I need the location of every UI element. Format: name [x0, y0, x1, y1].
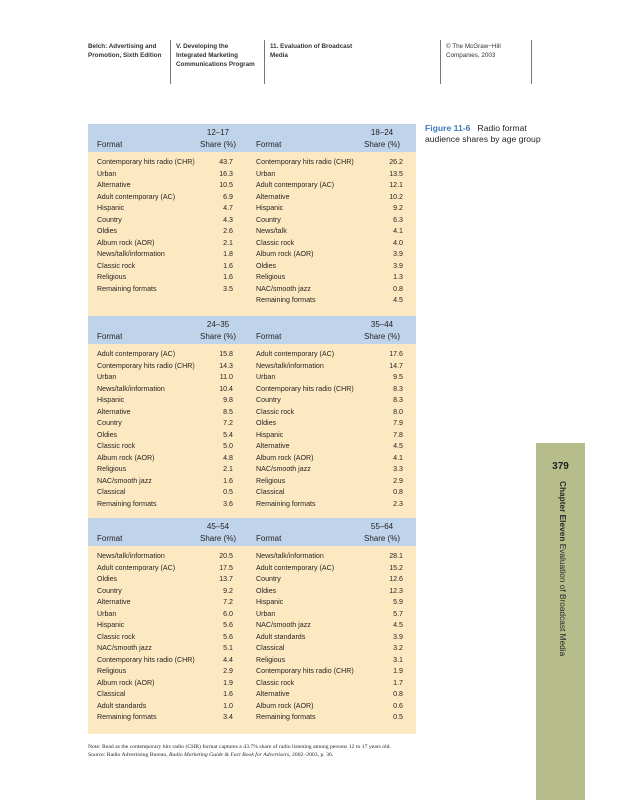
- share-value: 3.5: [223, 284, 233, 293]
- table-row: [252, 361, 416, 373]
- format-name: Religious: [97, 667, 127, 675]
- table-row: [252, 272, 416, 284]
- format-name: Urban: [256, 169, 276, 178]
- share-value: 5.6: [223, 621, 233, 629]
- table-row: [252, 441, 416, 453]
- table-row: [88, 453, 252, 465]
- table-row: [252, 689, 416, 701]
- chapter-title: Evaluation of Broadcast Media: [558, 543, 568, 657]
- format-name: Album rock (AOR): [97, 238, 155, 247]
- table-row: [88, 384, 252, 396]
- format-name: NAC/smooth jazz: [256, 465, 311, 473]
- format-name: Hispanic: [97, 396, 125, 404]
- table-row: [88, 238, 252, 250]
- share-value: 5.1: [223, 644, 233, 652]
- format-name: Alternative: [97, 181, 131, 189]
- share-value: 1.7: [393, 678, 403, 687]
- share-value: 6.3: [393, 215, 403, 224]
- share-value: 8.0: [393, 407, 403, 416]
- format-column-header: Format: [256, 534, 282, 543]
- share-value: 12.6: [389, 575, 403, 583]
- table-row: [88, 261, 252, 273]
- share-value: 0.5: [223, 488, 233, 496]
- table-row: [252, 620, 416, 632]
- share-value: 8.5: [223, 407, 233, 416]
- share-value: 9.5: [393, 373, 403, 381]
- header-part-title: V. Developing the Integrated Marketing Communications Program: [170, 40, 264, 84]
- share-value: 3.6: [223, 499, 233, 508]
- share-value: 5.9: [393, 598, 403, 606]
- share-value: 1.6: [223, 690, 233, 698]
- format-name: Hispanic: [256, 598, 284, 606]
- share-value: 5.7: [393, 609, 403, 618]
- table-row: [88, 643, 252, 655]
- table-row: [88, 372, 252, 384]
- format-name: Remaining formats: [97, 499, 157, 508]
- share-value: 11.0: [219, 373, 233, 381]
- share-value: 17.6: [389, 350, 403, 358]
- table-row: [88, 349, 252, 361]
- share-value: 6.0: [223, 609, 233, 618]
- table-row: [252, 563, 416, 575]
- share-value: 1.3: [393, 273, 403, 281]
- format-name: Religious: [256, 655, 286, 664]
- table-row: [252, 453, 416, 465]
- format-name: Oldies: [97, 575, 118, 583]
- share-value: 1.9: [223, 678, 233, 687]
- share-value: 8.3: [393, 396, 403, 404]
- format-column-header: Format: [97, 140, 123, 149]
- table-row: [88, 655, 252, 667]
- share-value: 4.5: [393, 296, 403, 304]
- table-row: [252, 464, 416, 476]
- table-row: [252, 586, 416, 598]
- share-column-header: Share (%): [363, 140, 400, 149]
- share-value: 0.5: [393, 713, 403, 721]
- share-value: 7.2: [223, 598, 233, 606]
- table-row: [252, 192, 416, 204]
- share-column-header: Share (%): [199, 332, 236, 341]
- format-name: Alternative: [97, 407, 131, 416]
- table-row: [252, 407, 416, 419]
- format-name: Country: [97, 215, 122, 224]
- format-name: Country: [97, 419, 122, 427]
- table-row: [252, 609, 416, 621]
- table-row: [88, 192, 252, 204]
- format-name: Remaining formats: [256, 499, 316, 508]
- table-row: [252, 249, 416, 261]
- table-row: [252, 226, 416, 238]
- age-group-label: 18–24: [370, 128, 394, 137]
- table-row: [252, 701, 416, 713]
- page-number: 379: [552, 461, 569, 472]
- format-name: Album rock (AOR): [256, 250, 314, 258]
- format-name: Classical: [97, 690, 126, 698]
- table-row: [252, 395, 416, 407]
- table-row: [88, 597, 252, 609]
- table-row: [88, 620, 252, 632]
- table-row: [88, 284, 252, 296]
- table-row: [88, 272, 252, 284]
- share-value: 14.3: [219, 361, 233, 370]
- share-value: 6.9: [223, 192, 233, 201]
- share-value: 5.6: [223, 632, 233, 641]
- table-row: [252, 487, 416, 499]
- table-source: Source: Radio Advertising Bureau, Radio Marketing Guide & Fact Book for Advertisers, 2002–2003, p. 36.: [88, 752, 334, 758]
- table-row: [88, 180, 252, 192]
- share-value: 4.5: [393, 621, 403, 629]
- share-value: 2.1: [223, 238, 233, 247]
- table-row: [252, 372, 416, 384]
- share-value: 12.1: [389, 181, 403, 189]
- format-name: NAC/smooth jazz: [256, 284, 311, 293]
- format-name: Classic rock: [97, 261, 136, 270]
- share-value: 4.7: [223, 204, 233, 212]
- format-name: Classic rock: [256, 407, 295, 416]
- table-row: [88, 574, 252, 586]
- format-rows: [252, 551, 416, 724]
- format-name: Urban: [97, 169, 117, 178]
- share-value: 3.1: [393, 655, 403, 664]
- share-value: 2.3: [393, 499, 403, 508]
- share-value: 4.1: [393, 227, 403, 235]
- format-name: Classical: [256, 644, 285, 652]
- table-row: [88, 249, 252, 261]
- format-name: Adult contemporary (AC): [97, 350, 176, 358]
- table-row: [252, 655, 416, 667]
- format-name: Oldies: [256, 419, 277, 427]
- table-row: [252, 597, 416, 609]
- format-name: Hispanic: [256, 204, 284, 212]
- format-name: Adult contemporary (AC): [256, 563, 335, 572]
- table-row: [88, 476, 252, 488]
- format-name: Country: [256, 215, 281, 224]
- share-value: 1.8: [223, 250, 233, 258]
- format-name: News/talk/information: [97, 384, 165, 393]
- table-row: [88, 701, 252, 713]
- share-value: 2.9: [393, 476, 403, 485]
- table-row: [88, 689, 252, 701]
- table-row: [88, 487, 252, 499]
- format-name: Adult standards: [97, 701, 147, 710]
- table-row: [252, 430, 416, 442]
- format-column-header: Format: [97, 534, 123, 543]
- chapter-label: [558, 481, 568, 657]
- figure-caption: [425, 123, 543, 145]
- format-name: Country: [97, 586, 122, 595]
- format-column-header: Format: [256, 140, 282, 149]
- chapter-number: Chapter Eleven: [558, 481, 568, 542]
- header-book-title: Belch: Advertising and Promotion, Sixth Edition: [88, 43, 162, 59]
- format-name: Hispanic: [97, 621, 125, 629]
- share-value: 13.7: [219, 575, 233, 583]
- age-group-label: 55–64: [370, 522, 394, 531]
- format-name: News/talk/information: [256, 361, 324, 370]
- table-row: [88, 418, 252, 430]
- table-row: [88, 563, 252, 575]
- format-name: Hispanic: [256, 430, 284, 439]
- table-row: [252, 215, 416, 227]
- table-row: [252, 284, 416, 296]
- running-header: [88, 40, 532, 84]
- table-row: [252, 295, 416, 307]
- format-name: News/talk/information: [256, 552, 324, 560]
- format-rows: [88, 551, 252, 724]
- table-row: [252, 666, 416, 678]
- share-value: 1.9: [393, 667, 403, 675]
- share-value: 15.8: [219, 350, 233, 358]
- share-value: 4.5: [393, 442, 403, 450]
- audience-share-table: [88, 124, 416, 734]
- share-value: 7.2: [223, 419, 233, 427]
- table-row: [88, 551, 252, 563]
- format-name: Oldies: [256, 261, 277, 270]
- figure-label: Figure 11-6: [425, 123, 471, 133]
- table-row: [88, 586, 252, 598]
- share-value: 10.2: [389, 192, 403, 201]
- format-name: Remaining formats: [256, 296, 316, 304]
- age-group-label: 24–35: [206, 320, 230, 329]
- share-value: 16.3: [219, 169, 233, 178]
- format-name: NAC/smooth jazz: [97, 476, 152, 485]
- share-value: 28.1: [389, 552, 403, 560]
- format-name: Oldies: [97, 227, 118, 235]
- share-value: 3.9: [393, 261, 403, 270]
- format-name: Remaining formats: [97, 713, 157, 721]
- table-row: [88, 215, 252, 227]
- table-row: [252, 384, 416, 396]
- share-value: 4.0: [393, 238, 403, 247]
- table-row: [88, 678, 252, 690]
- share-value: 1.6: [223, 476, 233, 485]
- format-name: Contemporary hits radio (CHR): [256, 384, 354, 393]
- table-row: [252, 169, 416, 181]
- table-row: [88, 226, 252, 238]
- format-name: Adult contemporary (AC): [97, 563, 176, 572]
- share-value: 4.4: [223, 655, 233, 664]
- chapter-side-tab: [536, 443, 585, 800]
- share-value: 0.8: [393, 690, 403, 698]
- share-value: 17.5: [219, 563, 233, 572]
- share-value: 5.4: [223, 430, 233, 439]
- table-row: [88, 361, 252, 373]
- format-name: Urban: [97, 373, 117, 381]
- share-value: 2.1: [223, 465, 233, 473]
- format-name: Alternative: [97, 598, 131, 606]
- format-name: NAC/smooth jazz: [97, 644, 152, 652]
- format-name: Religious: [97, 465, 127, 473]
- format-name: Country: [256, 396, 281, 404]
- table-note: Note: Read as the contemporary hits radio (CHR) format captures a 43.7% share of radio listening among persons 12 to 17 years old.: [88, 744, 391, 750]
- format-name: Remaining formats: [256, 713, 316, 721]
- share-column-header: Share (%): [363, 534, 400, 543]
- format-name: Religious: [256, 476, 286, 485]
- table-row: [88, 464, 252, 476]
- table-notes: [88, 743, 423, 759]
- share-value: 5.0: [223, 442, 233, 450]
- table-row: [88, 441, 252, 453]
- format-name: Album rock (AOR): [97, 453, 155, 462]
- format-name: Contemporary hits radio (CHR): [97, 655, 195, 664]
- format-rows: [252, 157, 416, 307]
- share-value: 9.2: [393, 204, 403, 212]
- share-value: 3.9: [393, 632, 403, 641]
- table-row: [252, 238, 416, 250]
- format-name: Urban: [97, 609, 117, 618]
- format-name: Contemporary hits radio (CHR): [256, 158, 354, 166]
- format-name: Classical: [256, 488, 285, 496]
- share-value: 15.2: [389, 563, 403, 572]
- format-rows: [88, 157, 252, 295]
- share-value: 8.3: [393, 384, 403, 393]
- table-row: [252, 203, 416, 215]
- share-column-header: Share (%): [199, 534, 236, 543]
- table-row: [88, 666, 252, 678]
- share-value: 2.9: [223, 667, 233, 675]
- share-column-header: Share (%): [199, 140, 236, 149]
- age-group-label: 12–17: [206, 128, 230, 137]
- format-column-header: Format: [97, 332, 123, 341]
- format-name: Contemporary hits radio (CHR): [97, 361, 195, 370]
- format-name: Country: [256, 575, 281, 583]
- header-copyright: © The McGraw−Hill Companies, 2003: [440, 40, 532, 84]
- table-row: [88, 407, 252, 419]
- table-row: [252, 261, 416, 273]
- share-value: 10.4: [219, 384, 233, 393]
- format-name: Classic rock: [256, 678, 295, 687]
- table-row: [252, 632, 416, 644]
- share-value: 26.2: [389, 158, 403, 166]
- table-row: [88, 430, 252, 442]
- format-name: Album rock (AOR): [256, 453, 314, 462]
- format-name: Alternative: [256, 442, 290, 450]
- format-name: Urban: [256, 373, 276, 381]
- table-row: [252, 499, 416, 511]
- format-name: Oldies: [256, 586, 277, 595]
- format-name: Classic rock: [97, 632, 136, 641]
- share-value: 3.9: [393, 250, 403, 258]
- format-name: Religious: [256, 273, 286, 281]
- share-value: 7.9: [393, 419, 403, 427]
- share-value: 1.6: [223, 273, 233, 281]
- format-name: Classic rock: [256, 238, 295, 247]
- share-value: 2.6: [223, 227, 233, 235]
- share-value: 10.5: [219, 181, 233, 189]
- format-name: Contemporary hits radio (CHR): [97, 158, 195, 166]
- format-name: News/talk: [256, 227, 287, 235]
- format-name: Remaining formats: [97, 284, 157, 293]
- share-value: 0.6: [393, 701, 403, 710]
- figure-caption-text: Radio format audience shares by age group: [425, 123, 541, 144]
- table-row: [88, 203, 252, 215]
- share-value: 43.7: [219, 158, 233, 166]
- share-value: 9.2: [223, 586, 233, 595]
- table-row: [252, 643, 416, 655]
- share-value: 4.3: [223, 215, 233, 224]
- format-column-header: Format: [256, 332, 282, 341]
- table-row: [88, 169, 252, 181]
- share-value: 13.5: [389, 169, 403, 178]
- format-name: Religious: [97, 273, 127, 281]
- share-value: 7.8: [393, 430, 403, 439]
- format-name: Album rock (AOR): [256, 701, 314, 710]
- share-value: 0.8: [393, 284, 403, 293]
- share-value: 3.2: [393, 644, 403, 652]
- table-row: [252, 476, 416, 488]
- header-chapter-title: 11. Evaluation of Broadcast Media: [264, 40, 440, 84]
- format-name: Adult contemporary (AC): [256, 181, 335, 189]
- format-name: News/talk/information: [97, 250, 165, 258]
- share-value: 3.4: [223, 713, 233, 721]
- share-value: 1.6: [223, 261, 233, 270]
- format-name: Hispanic: [97, 204, 125, 212]
- table-row: [88, 499, 252, 511]
- table-row: [252, 157, 416, 169]
- format-rows: [88, 349, 252, 510]
- format-name: Alternative: [256, 192, 290, 201]
- share-value: 0.8: [393, 488, 403, 496]
- age-group-label: 45–54: [206, 522, 230, 531]
- format-name: NAC/smooth jazz: [256, 621, 311, 629]
- table-row: [88, 157, 252, 169]
- table-row: [88, 609, 252, 621]
- table-row: [252, 678, 416, 690]
- table-row: [252, 712, 416, 724]
- table-row: [88, 395, 252, 407]
- format-rows: [252, 349, 416, 510]
- table-row: [252, 349, 416, 361]
- format-name: Adult contemporary (AC): [256, 350, 335, 358]
- table-row: [88, 632, 252, 644]
- format-name: Alternative: [256, 690, 290, 698]
- format-name: Contemporary hits radio (CHR): [256, 667, 354, 675]
- format-name: Album rock (AOR): [97, 678, 155, 687]
- share-value: 3.3: [393, 465, 403, 473]
- format-name: Classic rock: [97, 442, 136, 450]
- share-value: 4.1: [393, 453, 403, 462]
- share-value: 9.8: [223, 396, 233, 404]
- format-name: Urban: [256, 609, 276, 618]
- share-value: 14.7: [389, 361, 403, 370]
- share-column-header: Share (%): [363, 332, 400, 341]
- share-value: 1.0: [223, 701, 233, 710]
- format-name: Adult contemporary (AC): [97, 192, 176, 201]
- age-group-label: 35–44: [370, 320, 394, 329]
- table-row: [252, 574, 416, 586]
- share-value: 4.8: [223, 453, 233, 462]
- table-row: [252, 180, 416, 192]
- share-value: 12.3: [389, 586, 403, 595]
- format-name: Classical: [97, 488, 126, 496]
- table-row: [252, 418, 416, 430]
- share-value: 20.5: [219, 552, 233, 560]
- table-row: [88, 712, 252, 724]
- format-name: Adult standards: [256, 632, 306, 641]
- format-name: Oldies: [97, 430, 118, 439]
- format-name: News/talk/information: [97, 552, 165, 560]
- table-row: [252, 551, 416, 563]
